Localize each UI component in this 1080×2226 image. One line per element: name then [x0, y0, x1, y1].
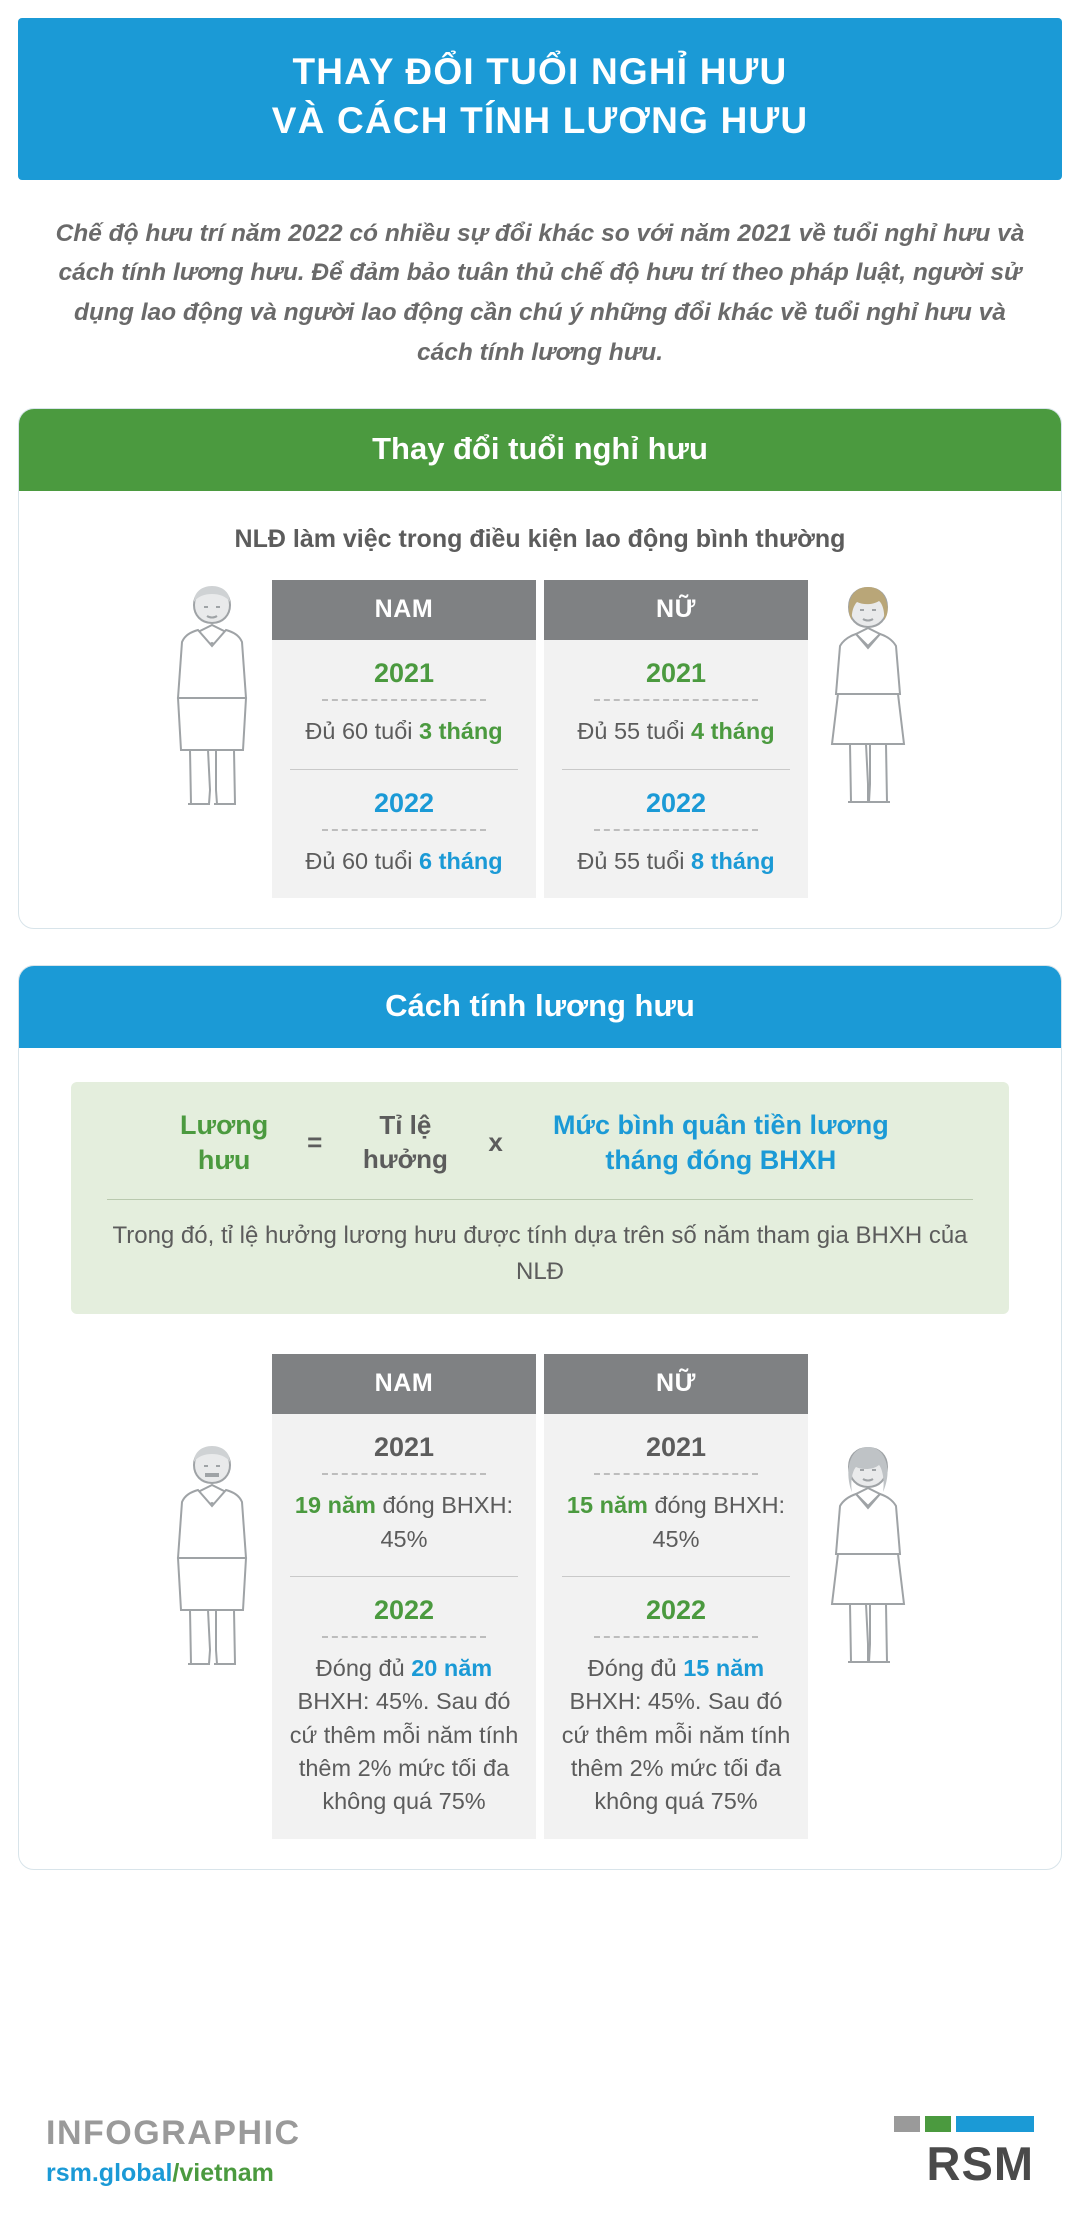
dashed-divider [322, 1636, 486, 1638]
section-2-comparison [19, 1314, 1061, 1839]
formula-note: Trong đó, tỉ lệ hưởng lương hưu được tính dựa trên số năm tham gia BHXH của NLĐ [112, 1222, 968, 1286]
female-2022-year: 2022 [645, 1594, 707, 1625]
male-2021-year: 2021 [373, 1432, 435, 1463]
dashed-divider [594, 1636, 758, 1638]
dashed-divider [594, 829, 758, 831]
female-2021-detail: Đủ 55 tuổi 4 tháng [577, 718, 775, 745]
section-retirement-age [18, 408, 1062, 929]
column-female-age [544, 580, 808, 898]
formula-term-rate: Tỉ lệ hưởng [362, 1110, 448, 1174]
male-2022-year: 2022 [373, 787, 435, 818]
male-2021-pension-detail: 19 năm đóng BHXH: 45% [294, 1492, 514, 1552]
male-2021-cell [272, 640, 536, 768]
column-female-header: NỮ [544, 580, 808, 640]
male-2021-year: 2021 [373, 658, 435, 689]
male-2022-detail: Đủ 60 tuổi 6 tháng [305, 847, 503, 874]
page-header [18, 18, 1062, 180]
footer-website-link[interactable]: rsm.global/vietnam [46, 2159, 274, 2187]
rsm-logo [894, 2116, 1034, 2190]
dashed-divider [322, 1473, 486, 1475]
female-2022-year: 2022 [645, 787, 707, 818]
dashed-divider [322, 829, 486, 831]
female-2022-cell [544, 770, 808, 898]
column-female-header: NỮ [544, 1354, 808, 1414]
page-title-line-1: THAY ĐỔI TUỔI NGHỈ HƯU [292, 51, 788, 92]
male-2022-pension-detail: Đóng đủ 20 năm BHXH: 45%. Sau đó cứ thêm mỗi năm tính thêm 2% mức tối đa không quá 75% [289, 1654, 519, 1815]
column-male-header: NAM [272, 1354, 536, 1414]
section-2-title: Cách tính lương hưu [19, 966, 1061, 1048]
footer-left [46, 2114, 301, 2188]
female-2021-year: 2021 [645, 658, 707, 689]
male-2022-year: 2022 [373, 1594, 435, 1625]
pension-formula-box [71, 1082, 1009, 1314]
dashed-divider [594, 1473, 758, 1475]
section-1-comparison [19, 580, 1061, 898]
formula-operator-equals: = [307, 1127, 323, 1158]
female-2021-pension-detail: 15 năm đóng BHXH: 45% [566, 1492, 786, 1552]
column-male-age [272, 580, 536, 898]
rsm-logo-bars [894, 2116, 1034, 2132]
section-1-title: Thay đổi tuổi nghỉ hưu [19, 409, 1061, 491]
logo-bar-blue [956, 2116, 1034, 2132]
formula-term-pension: Lương hưu [180, 1110, 269, 1175]
section-pension-calculation [18, 965, 1062, 1870]
formula-row [97, 1108, 983, 1177]
column-female-pension [544, 1354, 808, 1839]
footer-infographic-label: INFOGRAPHIC [46, 2114, 301, 2152]
rsm-logo-wordmark: RSM [926, 2136, 1034, 2190]
female-2021-cell [544, 640, 808, 768]
male-2022-pension-cell [272, 1577, 536, 1839]
intro-paragraph: Chế độ hưu trí năm 2022 có nhiều sự đổi khác so với năm 2021 về tuổi nghỉ hưu và cách tính lương hưu. Để đảm bảo tuân thủ chế độ hưu trí theo pháp luật, người sử dụng lao động và người lao động cần chú ý những đổi khác về tuổi nghỉ hưu và cách tính lương hưu. [55, 219, 1025, 366]
formula-term-average-salary: Mức bình quân tiền lương tháng đóng BHXH [552, 1110, 889, 1175]
male-2021-detail: Đủ 60 tuổi 3 tháng [305, 718, 503, 745]
dashed-divider [322, 699, 486, 701]
formula-operator-times: x [488, 1127, 503, 1158]
page-footer [0, 2076, 1080, 2226]
section-1-subtitle: NLĐ làm việc trong điều kiện lao động bình thường [234, 525, 846, 554]
female-figure-illustration-2 [808, 1354, 928, 1670]
column-male-pension [272, 1354, 536, 1839]
male-figure-illustration-1 [152, 580, 272, 810]
column-male-header: NAM [272, 580, 536, 640]
female-2022-pension-cell [544, 1577, 808, 1839]
male-2022-cell [272, 770, 536, 898]
female-2021-year: 2021 [645, 1432, 707, 1463]
male-2021-pension-cell [272, 1414, 536, 1576]
female-figure-illustration-1 [808, 580, 928, 810]
page-title-line-2: VÀ CÁCH TÍNH LƯƠNG HƯU [271, 99, 809, 141]
female-2022-pension-detail: Đóng đủ 15 năm BHXH: 45%. Sau đó cứ thêm mỗi năm tính thêm 2% mức tối đa không quá 75% [561, 1654, 791, 1815]
male-figure-illustration-2 [152, 1354, 272, 1670]
formula-divider [107, 1199, 973, 1200]
dashed-divider [594, 699, 758, 701]
female-2022-detail: Đủ 55 tuổi 8 tháng [577, 847, 775, 874]
female-2021-pension-cell [544, 1414, 808, 1576]
logo-bar-grey [894, 2116, 920, 2132]
logo-bar-green [925, 2116, 951, 2132]
